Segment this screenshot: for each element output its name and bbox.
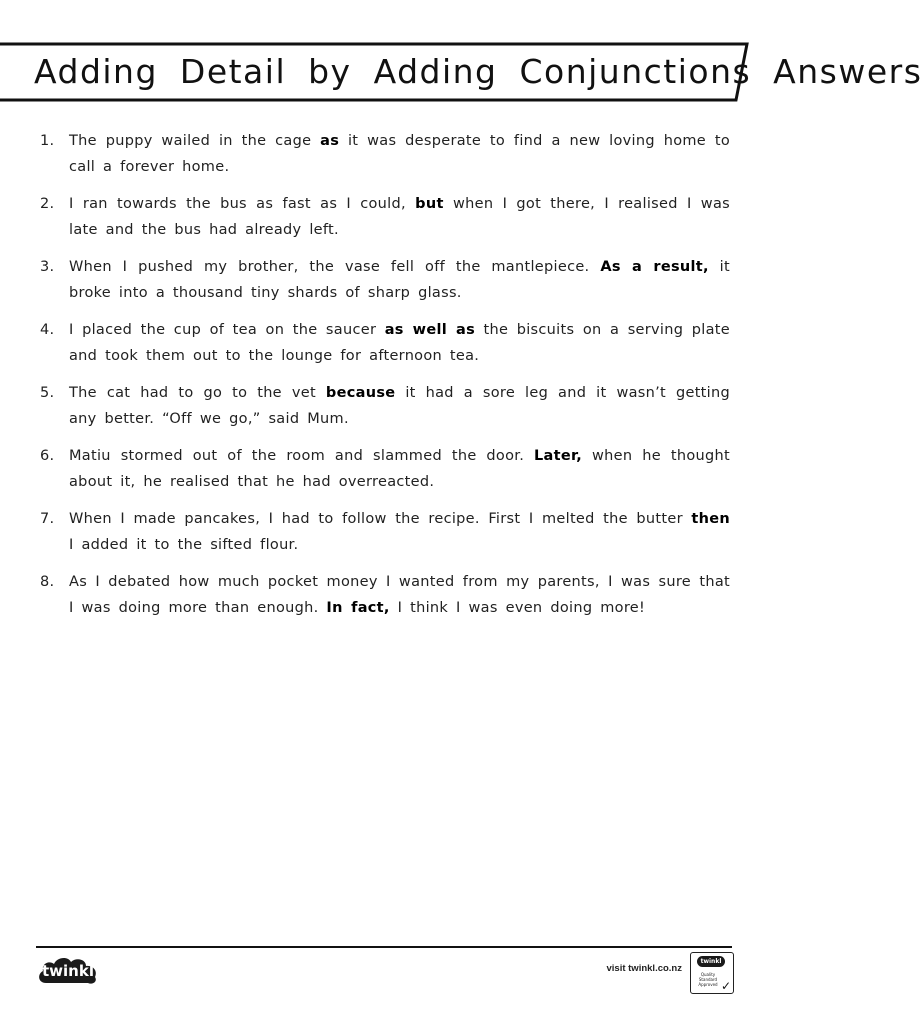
item-text: I placed the cup of tea on the saucer as well as the biscuits on a serving plate and took them out to the lounge for afternoon tea. bbox=[69, 322, 730, 364]
title-banner bbox=[0, 41, 922, 103]
visit-link[interactable]: visit twinkl.co.nz bbox=[606, 963, 682, 974]
answer-list bbox=[40, 128, 730, 632]
item-number: 4. bbox=[40, 322, 55, 338]
item-text: The puppy wailed in the cage as it was desperate to find a new loving home to call a forever home. bbox=[69, 133, 730, 175]
item-text: When I pushed my brother, the vase fell off the mantlepiece. As a result, it broke into a thousand tiny shards of sharp glass. bbox=[69, 259, 730, 301]
quality-badge bbox=[690, 952, 734, 994]
item-text: Matiu stormed out of the room and slammed the door. Later, when he thought about it, he realised that he had overreacted. bbox=[69, 448, 730, 490]
conjunction: because bbox=[325, 385, 396, 401]
page-title: Adding Detail by Adding Conjunctions Answers bbox=[34, 52, 922, 91]
item-number: 8. bbox=[40, 574, 55, 590]
item-text: As I debated how much pocket money I wanted from my parents, I was sure that I was doing more than enough. In fact, I think I was even doing more! bbox=[69, 574, 730, 616]
badge-text: Quality Standard Approved bbox=[698, 972, 718, 987]
conjunction: In fact, bbox=[326, 600, 390, 616]
list-item bbox=[40, 191, 730, 243]
twinkl-logo[interactable] bbox=[36, 955, 100, 987]
checkmark-icon: ✓ bbox=[720, 979, 731, 993]
item-number: 7. bbox=[40, 511, 55, 527]
conjunction: as well as bbox=[384, 322, 476, 338]
list-item bbox=[40, 569, 730, 621]
logo-text: twinkl bbox=[42, 962, 94, 980]
item-text: When I made pancakes, I had to follow the recipe. First I melted the butter then I added it to the sifted flour. bbox=[69, 511, 730, 553]
item-number: 2. bbox=[40, 196, 55, 212]
list-item bbox=[40, 443, 730, 495]
conjunction: Later, bbox=[534, 448, 583, 464]
footer-divider bbox=[36, 946, 732, 948]
conjunction: as bbox=[320, 133, 340, 149]
list-item bbox=[40, 380, 730, 432]
conjunction: then bbox=[691, 511, 730, 527]
item-number: 5. bbox=[40, 385, 55, 401]
conjunction: but bbox=[415, 196, 444, 212]
item-text: I ran towards the bus as fast as I could, but when I got there, I realised I was late and the bus had already left. bbox=[69, 196, 731, 238]
list-item bbox=[40, 128, 730, 180]
item-text: The cat had to go to the vet because it had a sore leg and it wasn’t getting any better. “Off we go,” said Mum. bbox=[69, 385, 730, 427]
item-number: 1. bbox=[40, 133, 55, 149]
item-number: 6. bbox=[40, 448, 55, 464]
conjunction: As a result, bbox=[600, 259, 709, 275]
list-item bbox=[40, 506, 730, 558]
list-item bbox=[40, 317, 730, 369]
list-item bbox=[40, 254, 730, 306]
item-number: 3. bbox=[40, 259, 55, 275]
badge-brand: twinkl bbox=[697, 956, 725, 967]
